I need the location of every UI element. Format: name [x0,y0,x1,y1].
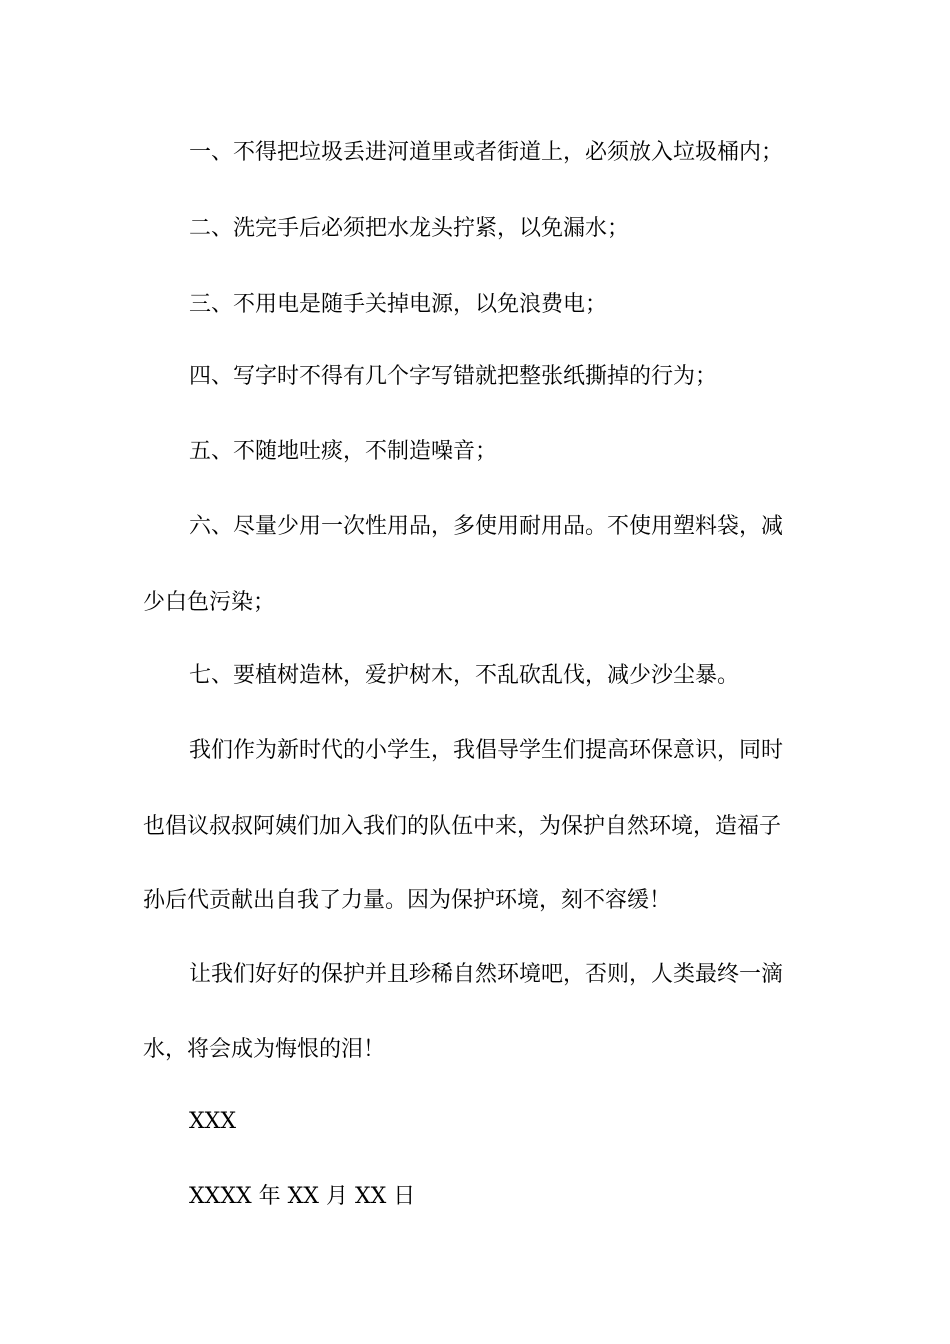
paragraph-1-line-2: 也倡议叔叔阿姨们加入我们的队伍中来，为保护自然环境，造福子 [143,814,782,839]
paragraph-2-line-1: 让我们好好的保护并且珍稀自然环境吧，否则，人类最终一滴 [189,962,784,987]
date: XXXX 年 XX 月 XX 日 [189,1184,416,1209]
item-2: 二、洗完手后必须把水龙头拧紧，以免漏水； [189,216,630,241]
item-4: 四、写字时不得有几个字写错就把整张纸撕掉的行为； [189,364,718,389]
signature: XXX [189,1109,236,1134]
paragraph-2-line-2: 水，将会成为悔恨的泪！ [143,1037,386,1062]
paragraph-1-line-1: 我们作为新时代的小学生，我倡导学生们提高环保意识，同时 [189,738,784,763]
paragraph-1-line-3: 孙后代贡献出自我了力量。因为保护环境，刻不容缓！ [143,888,672,913]
item-1: 一、不得把垃圾丢进河道里或者街道上，必须放入垃圾桶内； [189,140,784,165]
item-7: 七、要植树造林，爱护树木，不乱砍乱伐，减少沙尘暴。 [189,663,740,688]
item-6-line-1: 六、尽量少用一次性用品，多使用耐用品。不使用塑料袋，减 [189,514,784,539]
item-6-line-2: 少白色污染； [143,590,276,615]
item-3: 三、不用电是随手关掉电源，以免浪费电； [189,292,608,317]
item-5: 五、不随地吐痰，不制造噪音； [189,439,498,464]
